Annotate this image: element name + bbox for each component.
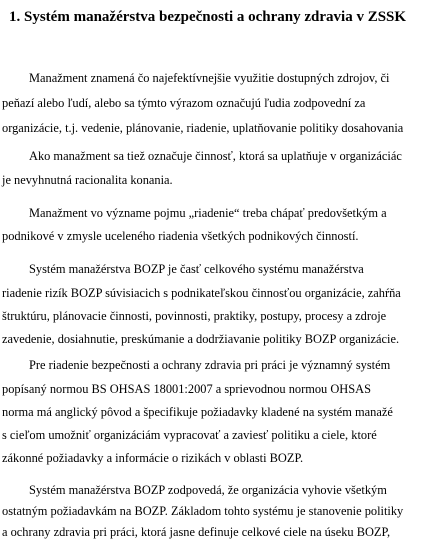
text-line: štruktúru, plánovacie činnosti, povinnosti, praktiky, postupy, procesy a zdroje bbox=[2, 309, 387, 323]
text-line: Pre riadenie bezpečnosti a ochrany zdravia pri práci je významný systém bbox=[29, 358, 391, 372]
text-line: Systém manažérstva BOZP zodpovedá, že organizácia vyhovie všetkým bbox=[29, 483, 387, 497]
section-title: 1. Systém manažérstva bezpečnosti a ochrany zdravia v ZSSK bbox=[9, 9, 407, 25]
text-line: Manažment vo význame pojmu „riadenie“ treba chápať predovšetkým a bbox=[29, 206, 387, 220]
text-line: riadenie rizík BOZP súvisiacich s podnikateľskou činnosťou organizácie, zahŕňa bbox=[2, 286, 401, 300]
text-line: peňazí alebo ľudí, alebo sa týmto výrazom označujú ľudia zodpovední za bbox=[2, 96, 366, 110]
text-line: ostatným požiadavkám na BOZP. Základom tohto systému je stanovenie politiky bbox=[2, 504, 404, 518]
text-line: Ako manažment sa tiež označuje činnosť, ktorá sa uplatňuje v organizáciác bbox=[29, 149, 402, 163]
text-line: je nevyhnutná racionalita konania. bbox=[2, 173, 173, 187]
text-line: zavedenie, dosiahnutie, preskúmanie a dodržiavanie politiky BOZP organizácie. bbox=[2, 332, 400, 346]
text-line: norma má anglický pôvod a špecifikuje požiadavky kladené na systém manažé bbox=[2, 405, 393, 419]
text-line: Systém manažérstva BOZP je časť celkového systému manažérstva bbox=[29, 262, 364, 276]
text-line: zákonné požiadavky a informácie o rizikách v oblasti BOZP. bbox=[2, 451, 304, 465]
text-line: popísaný normou BS OHSAS 18001:2007 a sprievodnou normou OHSAS bbox=[2, 382, 371, 396]
text-line: organizácie, t.j. vedenie, plánovanie, riadenie, uplatňovanie politiky dosahovania bbox=[2, 121, 404, 135]
text-line: Manažment znamená čo najefektívnejšie využitie dostupných zdrojov, či bbox=[29, 71, 390, 85]
text-line: a ochrany zdravia pri práci, ktorá jasne definuje celkové ciele na úseku BOZP, bbox=[2, 525, 391, 539]
text-line: podnikové v zmysle uceleného riadenia všetkých podnikových činností. bbox=[2, 229, 359, 243]
text-line: s cieľom umožniť organizáciám vypracovať a zaviesť politiku a ciele, ktoré bbox=[2, 428, 377, 442]
